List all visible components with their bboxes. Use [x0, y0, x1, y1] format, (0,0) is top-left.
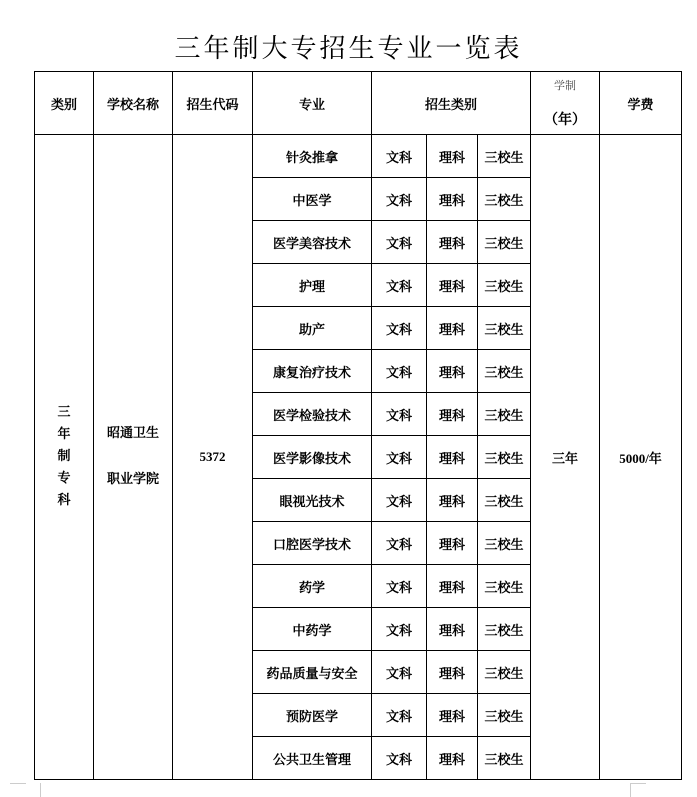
type-science-cell: 理科	[427, 393, 478, 436]
type-arts-cell: 文科	[372, 307, 427, 350]
page-corner-mark	[10, 783, 26, 784]
type-vocational-cell: 三校生	[478, 737, 531, 780]
major-cell: 药品质量与安全	[253, 651, 372, 694]
type-arts-cell: 文科	[372, 393, 427, 436]
major-cell: 眼视光技术	[253, 479, 372, 522]
header-category: 类别	[35, 72, 94, 135]
type-arts-cell: 文科	[372, 350, 427, 393]
major-cell: 针灸推拿	[253, 135, 372, 178]
type-arts-cell: 文科	[372, 694, 427, 737]
type-arts-cell: 文科	[372, 522, 427, 565]
type-arts-cell: 文科	[372, 221, 427, 264]
major-cell: 康复治疗技术	[253, 350, 372, 393]
type-science-cell: 理科	[427, 694, 478, 737]
type-vocational-cell: 三校生	[478, 350, 531, 393]
type-science-cell: 理科	[427, 135, 478, 178]
type-vocational-cell: 三校生	[478, 178, 531, 221]
header-tuition: 学费	[600, 72, 682, 135]
type-arts-cell: 文科	[372, 608, 427, 651]
type-arts-cell: 文科	[372, 264, 427, 307]
page-corner-mark	[26, 783, 41, 797]
header-enroll-type: 招生类别	[372, 72, 531, 135]
type-arts-cell: 文科	[372, 565, 427, 608]
type-vocational-cell: 三校生	[478, 221, 531, 264]
type-vocational-cell: 三校生	[478, 307, 531, 350]
type-arts-cell: 文科	[372, 651, 427, 694]
type-vocational-cell: 三校生	[478, 565, 531, 608]
type-science-cell: 理科	[427, 479, 478, 522]
type-vocational-cell: 三校生	[478, 608, 531, 651]
type-science-cell: 理科	[427, 522, 478, 565]
major-cell: 医学影像技术	[253, 436, 372, 479]
header-school: 学校名称	[94, 72, 173, 135]
header-code: 招生代码	[173, 72, 253, 135]
tuition-cell: 5000/年	[600, 135, 682, 780]
type-arts-cell: 文科	[372, 135, 427, 178]
type-science-cell: 理科	[427, 608, 478, 651]
school-cell	[94, 135, 173, 780]
page-corner-mark	[630, 783, 646, 784]
major-cell: 药学	[253, 565, 372, 608]
type-science-cell: 理科	[427, 737, 478, 780]
type-vocational-cell: 三校生	[478, 522, 531, 565]
enrollment-table	[34, 71, 682, 780]
major-cell: 护理	[253, 264, 372, 307]
category-cell	[35, 135, 94, 780]
type-arts-cell: 文科	[372, 178, 427, 221]
type-science-cell: 理科	[427, 565, 478, 608]
major-cell: 预防医学	[253, 694, 372, 737]
type-vocational-cell: 三校生	[478, 393, 531, 436]
duration-cell: 三年	[531, 135, 600, 780]
header-duration	[531, 72, 600, 135]
type-vocational-cell: 三校生	[478, 436, 531, 479]
major-cell: 公共卫生管理	[253, 737, 372, 780]
header-duration-unit: （年）	[544, 112, 586, 128]
type-science-cell: 理科	[427, 307, 478, 350]
type-vocational-cell: 三校生	[478, 479, 531, 522]
type-science-cell: 理科	[427, 264, 478, 307]
major-cell: 口腔医学技术	[253, 522, 372, 565]
category-text: 三年制专科	[57, 405, 71, 508]
type-vocational-cell: 三校生	[478, 651, 531, 694]
type-arts-cell: 文科	[372, 479, 427, 522]
major-cell: 中药学	[253, 608, 372, 651]
type-science-cell: 理科	[427, 651, 478, 694]
major-cell: 助产	[253, 307, 372, 350]
page-title: 三年制大专招生专业一览表	[174, 34, 523, 64]
header-duration-label: 学制	[554, 79, 576, 92]
type-vocational-cell: 三校生	[478, 694, 531, 737]
major-cell: 医学检验技术	[253, 393, 372, 436]
type-arts-cell: 文科	[372, 436, 427, 479]
school-name-line2: 职业学院	[106, 472, 159, 487]
table-row	[35, 135, 682, 178]
code-cell: 5372	[173, 135, 253, 780]
header-row	[35, 72, 682, 135]
major-cell: 中医学	[253, 178, 372, 221]
major-cell: 医学美容技术	[253, 221, 372, 264]
type-vocational-cell: 三校生	[478, 264, 531, 307]
type-arts-cell: 文科	[372, 737, 427, 780]
type-science-cell: 理科	[427, 350, 478, 393]
type-vocational-cell: 三校生	[478, 135, 531, 178]
header-major: 专业	[253, 72, 372, 135]
school-name-line1: 昭通卫生	[106, 426, 159, 441]
type-science-cell: 理科	[427, 436, 478, 479]
type-science-cell: 理科	[427, 221, 478, 264]
page-corner-mark	[630, 783, 645, 797]
type-science-cell: 理科	[427, 178, 478, 221]
